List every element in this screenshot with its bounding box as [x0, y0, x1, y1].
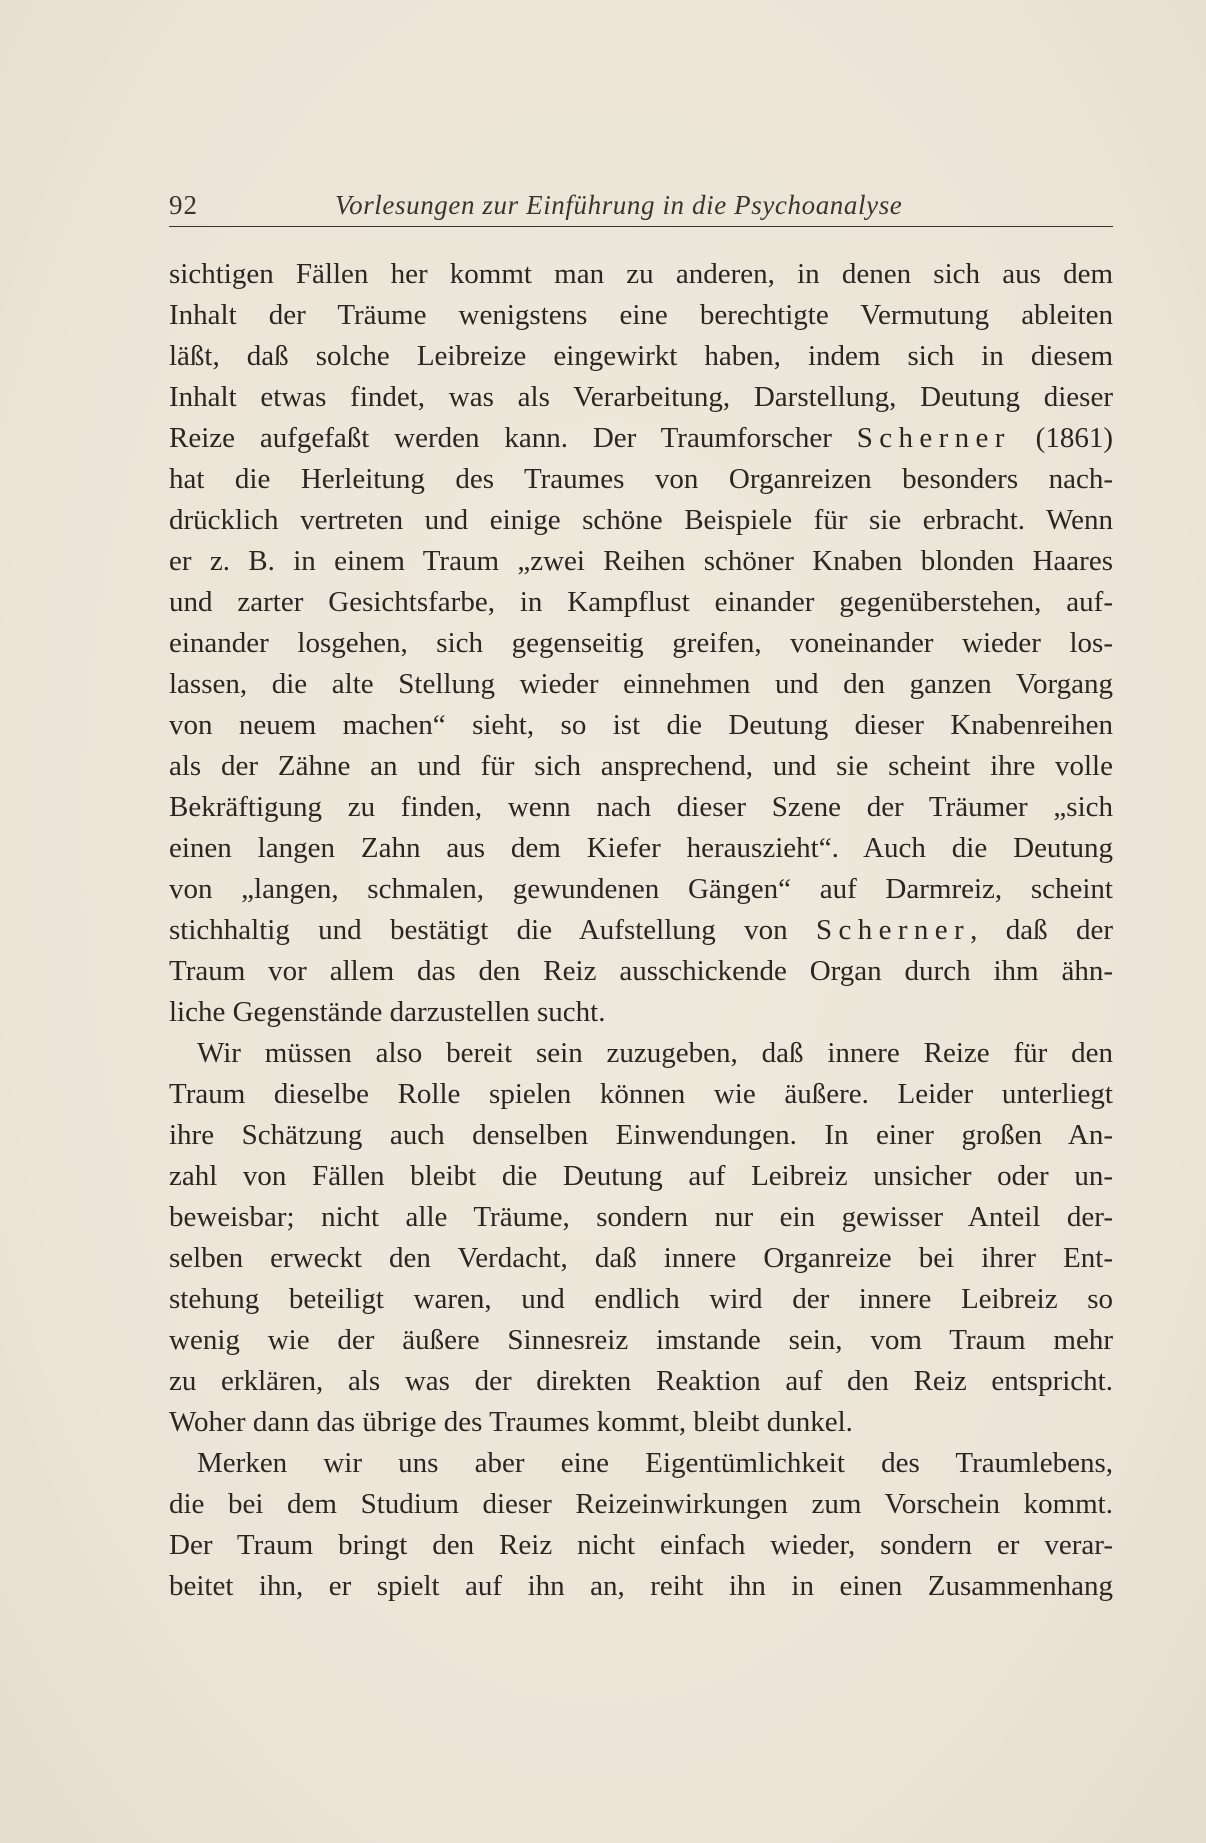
text-segment: von neuem machen“ sieht, so ist die Deutung dieser Knabenreihen [169, 709, 1113, 741]
text-segment: er z. B. in einem Traum „zwei Reihen schöner Knaben blonden Haares [169, 545, 1113, 577]
text-segment: sichtigen Fällen her kommt man zu anderen, in denen sich aus dem [169, 258, 1113, 290]
author-name: Scherner [856, 422, 1011, 454]
text-line [169, 1443, 1113, 1484]
text-segment: Wir müssen also bereit sein zuzugeben, daß innere Reize für den [197, 1037, 1113, 1069]
text-line [169, 992, 1113, 1033]
text-line [169, 787, 1113, 828]
text-segment: liche Gegenstände darzustellen sucht. [169, 996, 606, 1028]
text-segment: Reize aufgefaßt werden kann. Der Traumforscher [169, 422, 857, 454]
text-line [169, 1197, 1113, 1238]
text-line [169, 869, 1113, 910]
text-segment: die bei dem Studium dieser Reizeinwirkungen zum Vorschein kommt. [169, 1488, 1113, 1520]
text-segment: läßt, daß solche Leibreize eingewirkt haben, indem sich in diesem [169, 340, 1113, 372]
text-segment: stichhaltig und bestätigt die Aufstellung von [169, 914, 816, 946]
text-segment: beitet ihn, er spielt auf ihn an, reiht ihn in einen Zusammenhang [169, 1570, 1113, 1602]
text-line [169, 1279, 1113, 1320]
text-line [169, 1320, 1113, 1361]
text-segment: Inhalt der Träume wenigstens eine berechtigte Vermutung ableiten [169, 299, 1113, 331]
text-line [169, 500, 1113, 541]
text-segment: stehung beteiligt waren, und endlich wird der innere Leibreiz so [169, 1283, 1113, 1315]
text-segment: Traum vor allem das den Reiz ausschickende Organ durch ihm ähn- [169, 955, 1113, 987]
text-line [169, 1402, 1113, 1443]
text-segment: selben erweckt den Verdacht, daß innere Organreize bei ihrer Ent- [169, 1242, 1113, 1274]
text-line [169, 1238, 1113, 1279]
text-line [169, 1156, 1113, 1197]
text-line [169, 623, 1113, 664]
text-segment: beweisbar; nicht alle Träume, sondern nur ein gewisser Anteil der- [169, 1201, 1113, 1233]
text-segment: einander losgehen, sich gegenseitig greifen, voneinander wieder los- [169, 627, 1113, 659]
text-line [169, 541, 1113, 582]
text-line [169, 1484, 1113, 1525]
text-segment: Traum dieselbe Rolle spielen können wie äußere. Leider unterliegt [169, 1078, 1113, 1110]
text-line [169, 705, 1113, 746]
text-line [169, 1525, 1113, 1566]
text-segment: Bekräftigung zu finden, wenn nach dieser Szene der Träumer „sich [169, 791, 1113, 823]
text-segment: von „langen, schmalen, gewundenen Gängen“ auf Darmreiz, scheint [169, 873, 1113, 905]
text-segment: zahl von Fällen bleibt die Deutung auf Leibreiz unsicher oder un- [169, 1160, 1113, 1192]
text-line [169, 664, 1113, 705]
text-line [169, 1361, 1113, 1402]
text-segment: und zarter Gesichtsfarbe, in Kampflust einander gegenüberstehen, auf- [169, 586, 1113, 618]
text-line [169, 828, 1113, 869]
text-line [169, 951, 1113, 992]
running-title: Vorlesungen zur Einführung in die Psychoanalyse [335, 190, 903, 220]
author-name: Scherner [816, 914, 971, 946]
text-line [169, 295, 1113, 336]
text-segment: , daß der [970, 914, 1113, 946]
text-segment: hat die Herleitung des Traumes von Organreizen besonders nach- [169, 463, 1113, 495]
body-text [169, 254, 1113, 1607]
text-segment: Inhalt etwas findet, was als Verarbeitung, Darstellung, Deutung dieser [169, 381, 1113, 413]
text-segment: Woher dann das übrige des Traumes kommt, bleibt dunkel. [169, 1406, 853, 1438]
text-segment: zu erklären, als was der direkten Reaktion auf den Reiz entspricht. [169, 1365, 1113, 1397]
running-header [169, 190, 1113, 227]
text-line [169, 1074, 1113, 1115]
text-line [169, 377, 1113, 418]
text-line [169, 582, 1113, 623]
text-segment: Merken wir uns aber eine Eigentümlichkeit des Traumlebens, [197, 1447, 1113, 1479]
text-line [169, 1033, 1113, 1074]
text-segment: lassen, die alte Stellung wieder einnehmen und den ganzen Vorgang [169, 668, 1113, 700]
text-line [169, 336, 1113, 377]
text-line [169, 254, 1113, 295]
text-line [169, 1566, 1113, 1607]
text-segment: ihre Schätzung auch denselben Einwendungen. In einer großen An- [169, 1119, 1113, 1151]
text-segment: drücklich vertreten und einige schöne Beispiele für sie erbracht. Wenn [169, 504, 1113, 536]
text-segment: einen langen Zahn aus dem Kiefer herauszieht“. Auch die Deutung [169, 832, 1113, 864]
text-segment: als der Zähne an und für sich ansprechend, und sie scheint ihre volle [169, 750, 1113, 782]
text-line [169, 1115, 1113, 1156]
text-line [169, 459, 1113, 500]
page-number: 92 [169, 190, 198, 220]
text-segment: (1861) [1010, 422, 1113, 454]
text-line [169, 910, 1113, 951]
text-segment: Der Traum bringt den Reiz nicht einfach wieder, sondern er verar- [169, 1529, 1113, 1561]
text-segment: wenig wie der äußere Sinnesreiz imstande sein, vom Traum mehr [169, 1324, 1113, 1356]
text-line [169, 746, 1113, 787]
text-line [169, 418, 1113, 459]
